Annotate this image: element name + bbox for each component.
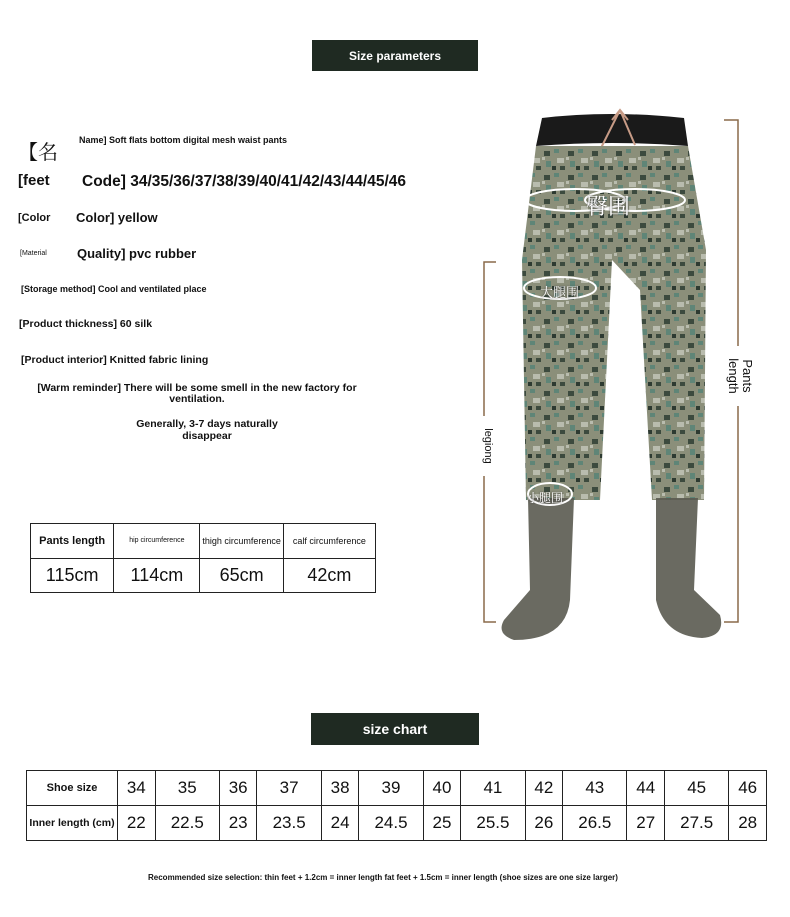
shoe-size-cell: 41 [461, 771, 525, 806]
legiong-label: legiong [482, 416, 494, 476]
spec-name-prefix: 【名 [18, 142, 58, 164]
value-pants-length: 115cm [31, 559, 114, 593]
value-thigh: 65cm [200, 559, 283, 593]
spec-name-text: Name] Soft flats bottom digital mesh waist pants [78, 135, 288, 145]
header-thigh: thigh circumference [200, 524, 283, 559]
shoe-size-cell: 45 [665, 771, 729, 806]
shoe-size-cell: 39 [359, 771, 423, 806]
inner-length-cell: 27.5 [665, 806, 729, 841]
spec-reminder-2: Generally, 3-7 days naturally disappear [136, 418, 278, 442]
shoe-size-cell: 46 [729, 771, 767, 806]
calf-label: 小腿围 [527, 491, 564, 505]
size-parameters-banner [312, 40, 478, 71]
spec-code-prefix: [feet [18, 172, 50, 189]
shoe-size-cell: 36 [219, 771, 257, 806]
recommendation-note: Recommended size selection: thin feet + 1.2cm = inner length fat feet + 1.5cm = inner length (shoe sizes are one size larger) [148, 873, 618, 882]
spec-storage: [Storage method] Cool and ventilated place [21, 284, 207, 294]
spec-color-text: Color] yellow [76, 210, 158, 225]
spec-interior: [Product interior] Knitted fabric lining [21, 354, 209, 366]
inner-length-cell: 25.5 [461, 806, 525, 841]
shoe-size-cell: 37 [257, 771, 321, 806]
size-chart-banner [311, 713, 479, 745]
value-hip: 114cm [114, 559, 200, 593]
spec-color-prefix: [Color [18, 212, 51, 224]
inner-length-cell: 23 [219, 806, 257, 841]
shoe-size-header: Shoe size [27, 771, 118, 806]
size-chart-table [26, 770, 767, 841]
header-calf: calf circumference [283, 524, 375, 559]
header-pants-length: Pants length [31, 524, 114, 559]
spec-material-prefix: [Material [20, 250, 47, 257]
spec-material-text: Quality] pvc rubber [77, 246, 197, 261]
spec-code-text: Code] 34/35/36/37/38/39/40/41/42/43/44/45/46 [82, 173, 407, 190]
inner-length-cell: 24.5 [359, 806, 423, 841]
inner-length-cell: 28 [729, 806, 767, 841]
shoe-size-cell: 35 [155, 771, 219, 806]
shoe-size-cell: 34 [118, 771, 156, 806]
inner-length-header: Inner length (cm) [27, 806, 118, 841]
left-boot [502, 498, 574, 640]
inner-length-cell: 27 [627, 806, 665, 841]
pants-length-label: Pants length [726, 346, 754, 406]
shoe-size-cell: 42 [525, 771, 563, 806]
thigh-label: 大腿围 [540, 285, 580, 300]
shoe-size-cell: 40 [423, 771, 461, 806]
inner-length-cell: 24 [321, 806, 359, 841]
shoe-size-cell: 38 [321, 771, 359, 806]
value-calf: 42cm [283, 559, 375, 593]
shoe-size-cell: 44 [627, 771, 665, 806]
hip-label: 臀围 [586, 194, 631, 219]
right-boot [656, 498, 721, 638]
header-hip: hip circumference [114, 524, 200, 559]
shoe-size-cell: 43 [563, 771, 627, 806]
inner-length-cell: 23.5 [257, 806, 321, 841]
pants-illustration [470, 100, 770, 650]
size-chart-title: size chart [362, 721, 428, 737]
inner-length-cell: 26 [525, 806, 563, 841]
size-parameters-title: Size parameters [348, 48, 442, 63]
inner-length-cell: 26.5 [563, 806, 627, 841]
measurement-table [30, 523, 376, 593]
inner-length-cell: 25 [423, 806, 461, 841]
inner-length-cell: 22.5 [155, 806, 219, 841]
spec-thickness: [Product thickness] 60 silk [19, 318, 153, 330]
spec-reminder-1: [Warm reminder] There will be some smell in the new factory for ventilation. [37, 382, 357, 405]
inner-length-cell: 22 [118, 806, 156, 841]
